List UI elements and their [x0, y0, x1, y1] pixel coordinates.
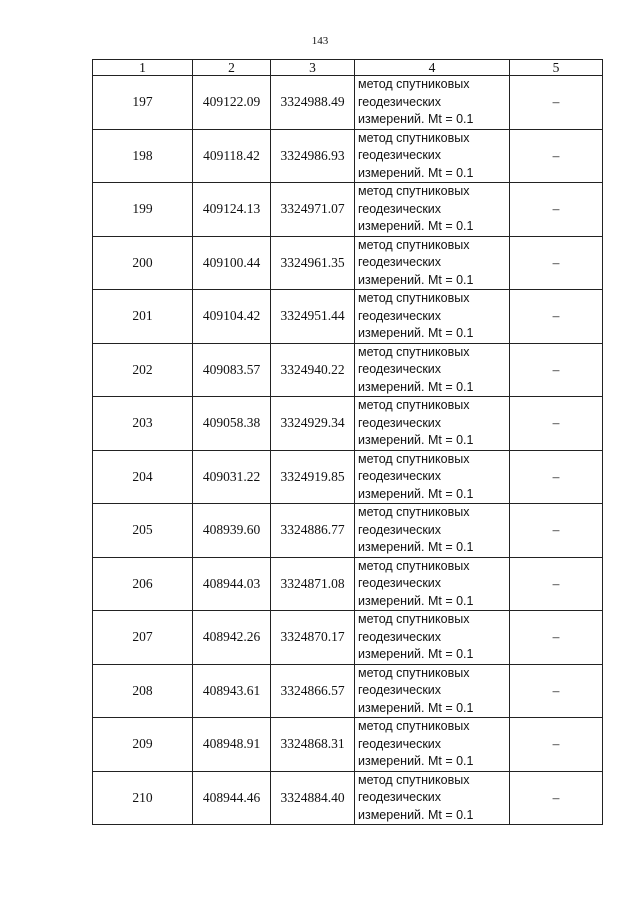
x-coordinate-cell: 409058.38 [193, 397, 271, 451]
point-number-cell: 197 [93, 76, 193, 130]
column-header-1: 1 [93, 60, 193, 76]
table-header [93, 60, 603, 76]
note-cell: – [510, 771, 603, 825]
method-line: метод спутниковых [358, 665, 470, 680]
method-line: метод спутниковых [358, 77, 470, 91]
method-line: геодезических [358, 736, 442, 751]
table-row [93, 557, 603, 611]
point-number-cell: 210 [93, 771, 193, 825]
method-line: измерений. Mt = 0.1 [358, 272, 474, 287]
x-coordinate-cell: 408944.03 [193, 557, 271, 611]
x-coordinate-cell: 408942.26 [193, 611, 271, 665]
table-row [93, 771, 603, 825]
y-coordinate-cell: 3324986.93 [271, 129, 355, 183]
method-cell [355, 129, 510, 183]
method-cell [355, 504, 510, 558]
y-coordinate-cell: 3324866.57 [271, 664, 355, 718]
method-line: геодезических [358, 576, 442, 590]
note-cell: – [510, 557, 603, 611]
column-header-2: 2 [193, 60, 271, 76]
table-row [93, 504, 603, 558]
method-cell [355, 183, 510, 237]
note-cell: – [510, 664, 603, 718]
x-coordinate-cell: 409118.42 [193, 129, 271, 183]
method-cell [355, 76, 510, 130]
method-cell [355, 236, 510, 290]
x-coordinate-cell: 409124.13 [193, 183, 271, 237]
point-number-cell: 204 [93, 450, 193, 504]
table-row [93, 129, 603, 183]
method-line: метод спутниковых [358, 719, 470, 733]
method-line: измерений. Mt = 0.1 [358, 647, 474, 661]
method-line: измерений. Mt = 0.1 [358, 433, 474, 447]
method-line: метод спутниковых [358, 558, 470, 573]
x-coordinate-cell: 409122.09 [193, 76, 271, 130]
x-coordinate-cell: 408939.60 [193, 504, 271, 558]
note-cell: – [510, 611, 603, 665]
table-row [93, 183, 603, 237]
note-cell: – [510, 129, 603, 183]
method-line: измерений. Mt = 0.1 [358, 486, 474, 501]
method-cell [355, 450, 510, 504]
point-number-cell: 207 [93, 611, 193, 665]
y-coordinate-cell: 3324884.40 [271, 771, 355, 825]
note-cell: – [510, 183, 603, 237]
y-coordinate-cell: 3324919.85 [271, 450, 355, 504]
method-line: геодезических [358, 308, 442, 323]
method-line: геодезических [358, 469, 442, 483]
point-number-cell: 200 [93, 236, 193, 290]
note-cell: – [510, 397, 603, 451]
table-body [93, 76, 603, 825]
method-line: измерений. Mt = 0.1 [358, 165, 474, 180]
method-cell [355, 611, 510, 665]
table-row [93, 718, 603, 772]
method-line: измерений. Mt = 0.1 [358, 593, 474, 608]
method-line: измерений. Mt = 0.1 [358, 112, 474, 126]
column-header-4: 4 [355, 60, 510, 76]
method-line: измерений. Mt = 0.1 [358, 807, 474, 822]
method-line: геодезических [358, 629, 442, 644]
method-line: измерений. Mt = 0.1 [358, 326, 474, 340]
table-row [93, 397, 603, 451]
page-number: 143 [311, 35, 329, 47]
method-line: метод спутниковых [358, 772, 470, 787]
point-number-cell: 203 [93, 397, 193, 451]
method-cell [355, 664, 510, 718]
y-coordinate-cell: 3324871.08 [271, 557, 355, 611]
table-row [93, 290, 603, 344]
method-line: метод спутниковых [358, 184, 470, 198]
table-row [93, 343, 603, 397]
table-row [93, 611, 603, 665]
method-line: геодезических [358, 201, 442, 216]
x-coordinate-cell: 408943.61 [193, 664, 271, 718]
column-header-5: 5 [510, 60, 603, 76]
method-cell [355, 290, 510, 344]
point-number-cell: 198 [93, 129, 193, 183]
y-coordinate-cell: 3324868.31 [271, 718, 355, 772]
method-line: измерений. Mt = 0.1 [358, 754, 474, 768]
method-line: геодезических [358, 94, 442, 109]
method-line: метод спутниковых [358, 398, 470, 412]
column-header-3: 3 [271, 60, 355, 76]
coordinates-table [92, 59, 603, 825]
y-coordinate-cell: 3324940.22 [271, 343, 355, 397]
note-cell: – [510, 504, 603, 558]
x-coordinate-cell: 409031.22 [193, 450, 271, 504]
method-line: метод спутниковых [358, 451, 470, 466]
y-coordinate-cell: 3324961.35 [271, 236, 355, 290]
y-coordinate-cell: 3324971.07 [271, 183, 355, 237]
method-line: измерений. Mt = 0.1 [358, 379, 474, 394]
x-coordinate-cell: 408948.91 [193, 718, 271, 772]
method-line: метод спутниковых [358, 237, 470, 252]
method-cell [355, 557, 510, 611]
method-line: геодезических [358, 415, 442, 430]
y-coordinate-cell: 3324886.77 [271, 504, 355, 558]
method-line: геодезических [358, 790, 442, 804]
method-line: измерений. Mt = 0.1 [358, 219, 474, 233]
x-coordinate-cell: 408944.46 [193, 771, 271, 825]
point-number-cell: 199 [93, 183, 193, 237]
method-line: измерений. Mt = 0.1 [358, 540, 474, 554]
point-number-cell: 209 [93, 718, 193, 772]
method-line: метод спутниковых [358, 291, 470, 305]
method-line: геодезических [358, 522, 442, 537]
method-line: метод спутниковых [358, 344, 470, 359]
table-row [93, 76, 603, 130]
method-cell [355, 397, 510, 451]
method-line: геодезических [358, 148, 442, 162]
method-line: геодезических [358, 255, 442, 269]
table-row [93, 664, 603, 718]
table-row [93, 236, 603, 290]
note-cell: – [510, 290, 603, 344]
y-coordinate-cell: 3324929.34 [271, 397, 355, 451]
method-cell [355, 343, 510, 397]
method-line: метод спутниковых [358, 130, 470, 145]
point-number-cell: 201 [93, 290, 193, 344]
header-row [93, 60, 603, 76]
note-cell: – [510, 718, 603, 772]
point-number-cell: 208 [93, 664, 193, 718]
note-cell: – [510, 450, 603, 504]
point-number-cell: 202 [93, 343, 193, 397]
point-number-cell: 206 [93, 557, 193, 611]
method-line: геодезических [358, 362, 442, 376]
method-line: метод спутниковых [358, 612, 470, 626]
x-coordinate-cell: 409100.44 [193, 236, 271, 290]
method-cell [355, 771, 510, 825]
x-coordinate-cell: 409104.42 [193, 290, 271, 344]
y-coordinate-cell: 3324988.49 [271, 76, 355, 130]
note-cell: – [510, 343, 603, 397]
method-cell [355, 718, 510, 772]
y-coordinate-cell: 3324951.44 [271, 290, 355, 344]
method-line: геодезических [358, 683, 442, 697]
method-line: измерений. Mt = 0.1 [358, 700, 474, 715]
x-coordinate-cell: 409083.57 [193, 343, 271, 397]
note-cell: – [510, 76, 603, 130]
note-cell: – [510, 236, 603, 290]
method-line: метод спутниковых [358, 505, 470, 519]
table-row [93, 450, 603, 504]
point-number-cell: 205 [93, 504, 193, 558]
y-coordinate-cell: 3324870.17 [271, 611, 355, 665]
